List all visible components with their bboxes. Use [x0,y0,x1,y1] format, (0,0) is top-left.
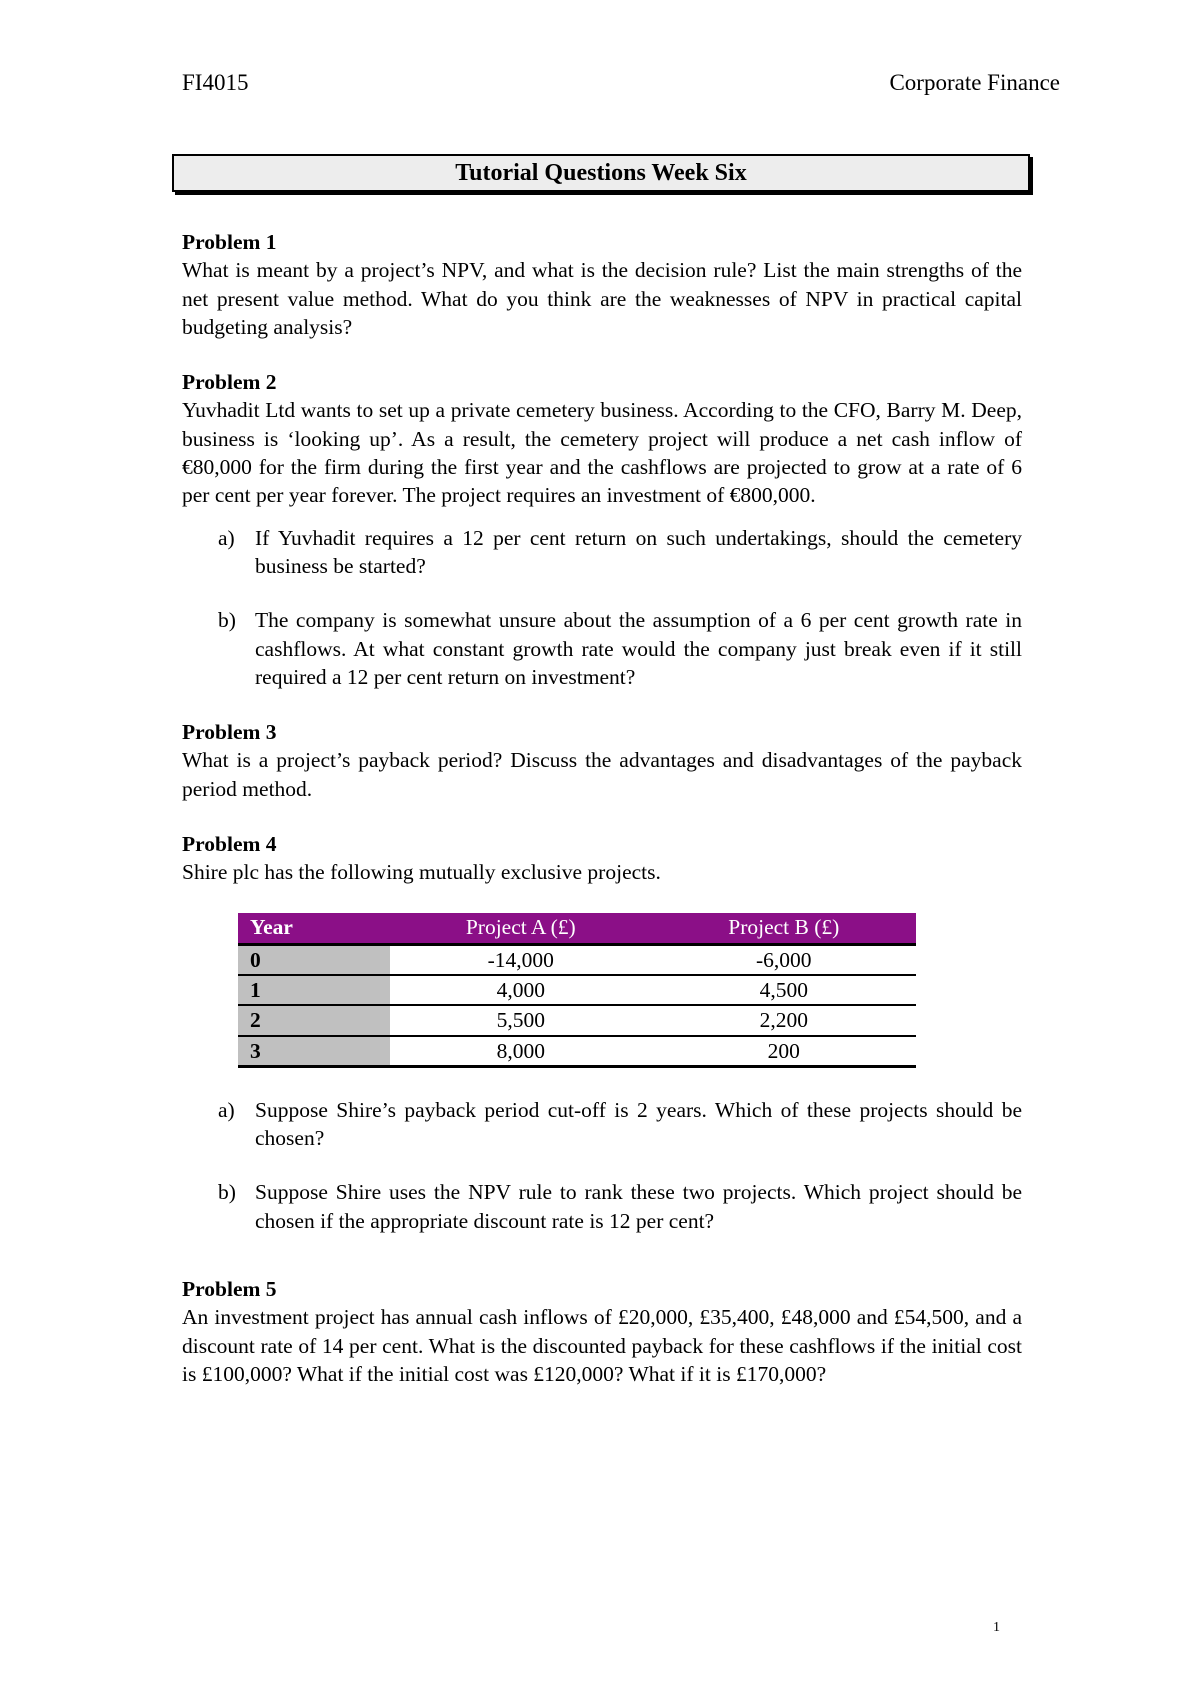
table-row [238,944,916,975]
problem-1 [182,228,1022,341]
project-a-cell: 4,000 [390,975,652,1005]
table-row [238,975,916,1005]
problem-4-question-a [218,1096,1022,1153]
subquestion-label: a) [218,1097,235,1122]
year-cell: 1 [238,975,390,1005]
problem-4-title: Problem 4 [182,832,277,857]
problem-2-question-a [218,524,1022,581]
problem-3 [182,718,1022,803]
table-header-row [238,913,916,945]
subquestion-label: b) [218,1180,236,1205]
problem-3-text: What is a project’s payback period? Discuss the advantages and disadvantages of the payback period method. [182,748,1022,801]
project-a-cell: -14,000 [390,944,652,975]
project-a-cell: 5,500 [390,1005,652,1035]
problem-4 [182,830,1022,1235]
column-header-year: Year [238,913,390,945]
problem-1-title: Problem 1 [182,230,277,254]
subquestion-text: Suppose Shire’s payback period cut-off is 2 years. Which of these projects should be chosen? [255,1097,1022,1151]
subquestion-text: If Yuvhadit requires a 12 per cent return on such undertakings, should the cemetery business be started? [255,525,1022,578]
project-b-cell: -6,000 [652,944,916,975]
problem-3-title: Problem 3 [182,720,277,745]
course-code: FI4015 [182,70,249,95]
problem-2-title: Problem 2 [182,370,277,395]
project-b-cell: 2,200 [652,1005,916,1035]
projects-table-container [238,913,916,1068]
problem-2 [182,368,1022,691]
year-cell: 2 [238,1005,390,1035]
column-header-project-a: Project A (£) [390,913,652,945]
year-cell: 0 [238,944,390,975]
problem-2-question-b [218,606,1022,691]
table-row [238,1005,916,1035]
problem-1-text: What is meant by a project’s NPV, and what is the decision rule? List the main strengths of the net present value method. What do you think are the weaknesses of NPV in practical capital budgeting analysis? [182,258,1022,339]
subquestion-label: b) [218,608,236,633]
column-header-project-b: Project B (£) [652,913,916,945]
course-name: Corporate Finance [889,70,1060,95]
project-b-cell: 200 [652,1036,916,1067]
problem-5-title: Problem 5 [182,1277,277,1302]
problem-4-text: Shire plc has the following mutually exclusive projects. [182,860,661,885]
projects-table [238,913,916,1068]
problem-5 [182,1275,1022,1388]
document-body [182,228,1022,1415]
table-row [238,1036,916,1067]
project-a-cell: 8,000 [390,1036,652,1067]
problem-2-text: Yuvhadit Ltd wants to set up a private cemetery business. According to the CFO, Barry M. Deep, business is ‘looking up’. As a result, the cemetery project will produce a net cash inflow of €80,000 for the firm during the first year and the cashflows are projected to grow at a rate of 6 per cent per year forever. The project requires an investment of €800,000. [182,398,1022,508]
subquestion-text: The company is somewhat unsure about the assumption of a 6 per cent growth rate in cashflows. At what constant growth rate would the company just break even if it still required a 12 per cent return on investment? [255,608,1022,689]
page-number: 1 [993,1620,1000,1635]
problem-5-text: An investment project has annual cash inflows of £20,000, £35,400, £48,000 and £54,500, and a discount rate of 14 per cent. What is the discounted payback for these cashflows if the initial cost is £100,000? What if the initial cost was £120,000? What if it is £170,000? [182,1305,1022,1386]
page-title: Tutorial Questions Week Six [172,154,1030,192]
year-cell: 3 [238,1036,390,1067]
subquestion-label: a) [218,525,235,550]
project-b-cell: 4,500 [652,975,916,1005]
problem-4-question-b [218,1178,1022,1235]
subquestion-text: Suppose Shire uses the NPV rule to rank these two projects. Which project should be chosen if the appropriate discount rate is 12 per cent? [255,1180,1022,1233]
